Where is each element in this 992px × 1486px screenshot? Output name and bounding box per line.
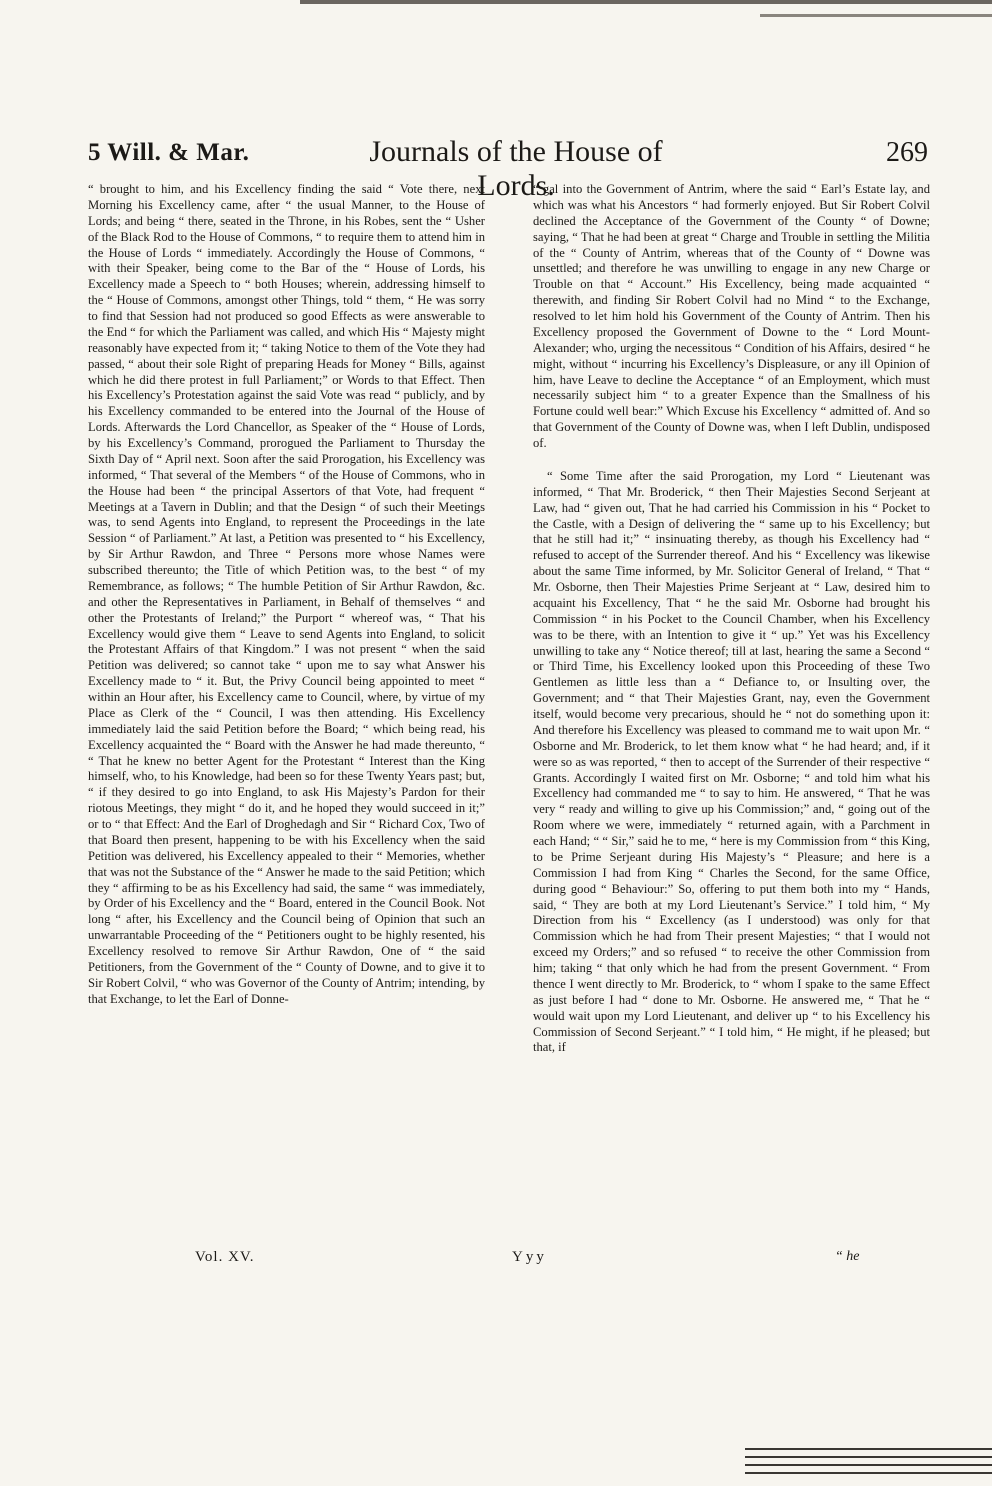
signature-mark: Yyy (512, 1249, 547, 1265)
left-column-text: “ brought to him, and his Excellency finding the said “ Vote there, next Morning his Excellency came, after “ the usual Manner, to the House of Lords; and being “ there, seated in the Throne, in his Robes, sent the “ Usher of the Black Rod to the House of Commons, “ to require them to attend him in the House of Lords “ immediately. Accordingly the House of Commons, “ with their Speaker, being come to the Bar of the “ House of Lords, his Excellency made a Speech to “ both Houses; wherein, addressing himself to the “ House of Commons, amongst other Things, told “ them, “ He was sorry to find that Session had not produced so good Effects as were answerable to the End “ for which the Parliament was called, and which His “ Majesty might reasonably have expected from it; “ taking Notice to them of the Vote they had passed, “ about their sole Right of preparing Heads for Money “ Bills, against which he did there protest in full Parliament;” or Words to that Effect. Then his Excellency’s Protestation against the said Vote was read “ publicly, and by his Excellency commanded to be entered into the Journal of the House of Lords. Afterwards the Lord Chancellor, as Speaker of the “ House of Lords, by his Excellency’s Command, prorogued the Parliament to Thursday the Sixth Day of “ April next. Soon after the said Prorogation, his Excellency was informed, “ That several of the Members “ of the House of Commons, who in the House had been “ the principal Assertors of that Vote, had frequent “ Meetings at a Tavern in Dublin; and that the Design “ of such their Meetings was, to send Agents into England, to represent the Proceedings in the late Session “ of Parliament.” At last, a Petition was presented to “ his Excellency, by Sir Arthur Rawdon, and Three “ Persons more whose Names were subscribed thereunto; the Title of which Petition was, to the best “ of my Remembrance, as follows; “ The humble Petition of Sir Arthur Rawdon, &c. and other the Representatives in Parliament, in Behalf of themselves “ and other the Protestants of Ireland;” the Purport “ whereof was, “ That his Excellency would give them “ Leave to send Agents into England, to solicit the Protestant Affairs of that Kingdom.” I was not present “ when the said Petition was delivered; so cannot take “ upon me to say what Answer his Excellency made to “ it. But, the Privy Council being appointed to meet “ within an Hour after, his Excellency came to Council, where, by virtue of my Place as Clerk of the “ Council, I was then attending. His Excellency immediately laid the said Petition before the Board; “ which being read, his Excellency acquainted the “ Board with the Answer he had made thereunto, “ “ That he knew no better Agent for the Protestant “ Interest than the King himself, who, to his Knowledge, had been so for these Twenty Years past; but, “ if they desired to go into England, to ask His Majesty’s Pardon for their riotous Meetings, they might “ do it, and he hoped they would succeed in it;” or to “ that Effect: And the Earl of Droghedagh and Sir “ Richard Cox, Two of that Board then present, happening to be with his Excellency when the said Petition was delivered, his Excellency appealed to their “ Memories, whether that was not the Substance of the “ Answer he made to the said Petition; which they “ affirming to be as his Excellency had said, the same “ was immediately, by Order of his Excellency and the “ Board, entered in the Council Book. Not long “ after, his Excellency and the Council being of Opinion that such an unwarrantable Proceeding of the “ Petitioners ought to be highly resented, his Excellency resolved to remove Sir Arthur Rawdon, One of “ the said Petitioners, from the Government of the “ County of Downe, and to give it to Sir Robert Colvil, “ who was Governor of the County of Antrim; intending, by that Exchange, to let the Earl of Donne- (88, 182, 485, 1006)
catchword: “ he (835, 1249, 860, 1264)
right-column (533, 182, 930, 1444)
right-column-paragraph-2: “ Some Time after the said Prorogation, my Lord “ Lieutenant was informed, “ That Mr. Broderick, “ then Their Majesties Second Serjeant at Law, had “ given out, That he had carried his Commission in his “ Pocket to the Castle, with a Design of delivering the “ same up to his Excellency; but that he still had it;” “ insinuating thereby, as though his Excellency had “ refused to accept of the Surrender thereof. And his “ Excellency was likewise about the same Time informed, by Mr. Solicitor General of Ireland, “ That “ Mr. Osborne, then Their Majesties Prime Serjeant at “ Law, desired him to acquaint his Excellency, That “ he the said Mr. Osborne had brought his Commission “ in his Pocket to the Council Chamber, when his Excellency was to be there, with an Intention to give it “ up.” Yet was his Excellency unwilling to take any “ Notice thereof; till at last, hearing the same a Second “ or Third Time, his Excellency looked upon this Proceeding of these Two Gentlemen as little less than a “ Defiance to, or Insulting over, the Government; and “ that Their Majesties Grant, nay, even the Government itself, would become very precarious, should he “ not do something upon it: And therefore his Excellency was pleased to command me to wait upon Mr. “ Osborne and Mr. Broderick, to let them know what “ he had heard; and, if it were so as was reported, “ then to accept of the Surrender of their respective “ Grants. Accordingly I waited first on Mr. Osborne; “ and told him what his Excellency had commanded me “ to say to him. He answered, “ That he was very “ ready and willing to give up his Commission;” and, “ going out of the Room where we were, immediately “ returned again, with a Parchment in each Hand; “ “ Sir,” said he to me, “ here is my Commission from “ this King, to be Prime Serjeant during His Majesty’s “ Pleasure; and here is a Commission I had from King “ Charles the Second, for the same Office, during good “ Behaviour:” So, offering to put them both into my “ Hands, said, “ They are both at my Lord Lieutenant’s Service.” I told him, “ My Direction from his “ Excellency (as I understood) was only for that Commission which he had from Their present Majesties; “ that I would not exceed my Orders;” and so refused “ to receive the other Commission from him; taking “ that only which he had from the present Government. “ From thence I went directly to Mr. Broderick, to “ whom I spake to the same Effect as just before I had “ done to Mr. Osborne. He answered me, “ That he “ would wait upon my Lord Lieutenant, and deliver up “ to his Excellency his Commission of Second Serjeant.” “ I told him, “ He might, if he pleased; but that, if (533, 468, 930, 1055)
running-head-regnal-year: 5 Will. & Mar. (88, 139, 250, 166)
bottom-border-rule-2 (745, 1456, 992, 1458)
page-header (88, 135, 928, 202)
top-border-rule (300, 0, 992, 4)
top-border-rule-secondary (760, 14, 992, 17)
bottom-border-rule-4 (745, 1472, 992, 1474)
bottom-border-rule-1 (745, 1448, 992, 1450)
page-number: 269 (886, 137, 928, 168)
running-head-title: Journals of the House of Lords. (369, 135, 663, 202)
right-column-paragraph-1: “ gal into the Government of Antrim, where the said “ Earl’s Estate lay, and which was what his Ancestors “ had formerly enjoyed. But Sir Robert Colvil declined the Acceptance of the Government of the County “ of Downe; saying, “ That he had been at great “ Charge and Trouble in settling the Militia of the “ County of Antrim, whereas that of the County of “ Downe was unsettled; and therefore he was unwilling to engage in any new Charge or Trouble on that “ Account.” His Excellency, being made acquainted “ therewith, and finding Sir Robert Colvil had no Mind “ to the Exchange, resolved to let him hold his Government of the County of Antrim. Then his Excellency proposed the Government of Downe to the “ Lord Mount-Alexander; who, urging the necessitous “ Condition of his Affairs, desired “ he might, without “ incurring his Excellency’s Displeasure, or any ill Opinion of him, have Leave to decline the Acceptance “ of an Employment, which must necessarily subject him “ to a greater Expence than the Smallness of his Fortune could well bear:” Which Excuse his Excellency “ admitted of. And so that Government of the County of Downe was, when I left Dublin, undisposed of. (533, 182, 930, 450)
volume-label: Vol. XV. (195, 1249, 255, 1265)
left-column (88, 182, 485, 1444)
bottom-border-rule-3 (745, 1464, 992, 1466)
